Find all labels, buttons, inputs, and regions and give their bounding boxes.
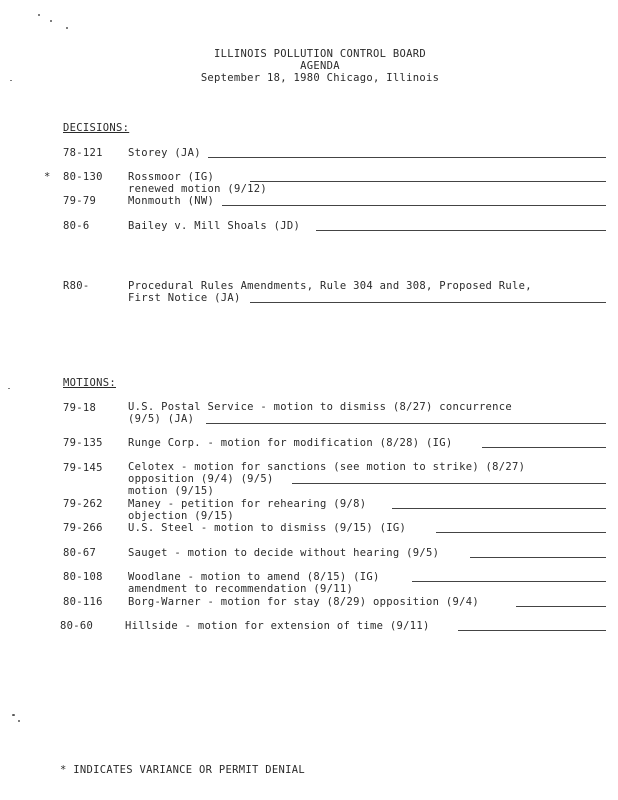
case-text: Maney - petition for rehearing (9/8) <box>128 498 367 510</box>
case-subtext: amendment to recommendation (9/11) <box>128 583 354 595</box>
org-name: ILLINOIS POLLUTION CONTROL BOARD <box>214 48 426 60</box>
scan-speck <box>50 20 52 22</box>
scan-speck <box>10 80 12 81</box>
case-subtext: renewed motion (9/12) <box>128 183 268 195</box>
case-number: 80-130 <box>63 171 103 183</box>
case-number: 80-67 <box>63 547 97 559</box>
line-rule <box>222 205 606 206</box>
scan-speck <box>12 714 15 716</box>
case-text: Borg-Warner - motion for stay (8/29) opposition (9/4) <box>128 596 479 608</box>
footnote: * INDICATES VARIANCE OR PERMIT DENIAL <box>60 764 305 776</box>
decisions-heading: DECISIONS: <box>63 122 130 134</box>
date-place: September 18, 1980 Chicago, Illinois <box>200 72 440 84</box>
case-subtext: motion (9/15) <box>128 485 215 497</box>
scan-speck <box>18 720 20 722</box>
line-rule <box>458 630 606 631</box>
case-text: Sauget - motion to decide without hearing (9/5) <box>128 547 440 559</box>
case-text: Storey (JA) <box>128 147 201 159</box>
case-number: 79-266 <box>63 522 103 534</box>
case-subtext: First Notice (JA) <box>128 292 241 304</box>
line-rule <box>292 483 606 484</box>
case-text: Bailey v. Mill Shoals (JD) <box>128 220 301 232</box>
case-text: Celotex - motion for sanctions (see motion to strike) (8/27) <box>128 461 526 473</box>
case-text: U.S. Steel - motion to dismiss (9/15) (IG) <box>128 522 407 534</box>
agenda-title: AGENDA <box>300 60 340 72</box>
case-text: Procedural Rules Amendments, Rule 304 and 308, Proposed Rule, <box>128 280 532 292</box>
line-rule <box>250 302 606 303</box>
scan-speck <box>8 388 10 389</box>
case-number: 80-108 <box>63 571 103 583</box>
case-number: 79-79 <box>63 195 97 207</box>
case-text: Hillside - motion for extension of time (9/11) <box>125 620 430 632</box>
case-subtext: opposition (9/4) (9/5) <box>128 473 274 485</box>
case-text: Runge Corp. - motion for modification (8/28) (IG) <box>128 437 453 449</box>
case-text: Woodlane - motion to amend (8/15) (IG) <box>128 571 380 583</box>
line-rule <box>316 230 606 231</box>
case-number: 79-18 <box>63 402 97 414</box>
line-rule <box>436 532 606 533</box>
case-number: 79-145 <box>63 462 103 474</box>
variance-marker: * <box>44 171 51 183</box>
case-number: 80-116 <box>63 596 103 608</box>
case-number: R80- <box>63 280 90 292</box>
case-number: 80-6 <box>63 220 90 232</box>
motions-heading: MOTIONS: <box>63 377 116 389</box>
scan-speck <box>38 14 40 16</box>
line-rule <box>412 581 606 582</box>
case-text: U.S. Postal Service - motion to dismiss (8/27) concurrence <box>128 401 513 413</box>
case-number: 79-135 <box>63 437 103 449</box>
line-rule <box>482 447 606 448</box>
case-text: Monmouth (NW) <box>128 195 215 207</box>
case-subtext: objection (9/15) <box>128 510 234 522</box>
line-rule <box>250 181 606 182</box>
case-number: 78-121 <box>63 147 103 159</box>
line-rule <box>392 508 606 509</box>
case-number: 79-262 <box>63 498 103 510</box>
case-number: 80-60 <box>60 620 94 632</box>
line-rule <box>206 423 606 424</box>
scan-speck <box>66 27 68 29</box>
line-rule <box>516 606 606 607</box>
case-text: Rossmoor (IG) <box>128 171 215 183</box>
case-subtext: (9/5) (JA) <box>128 413 195 425</box>
line-rule <box>470 557 606 558</box>
line-rule <box>208 157 606 158</box>
